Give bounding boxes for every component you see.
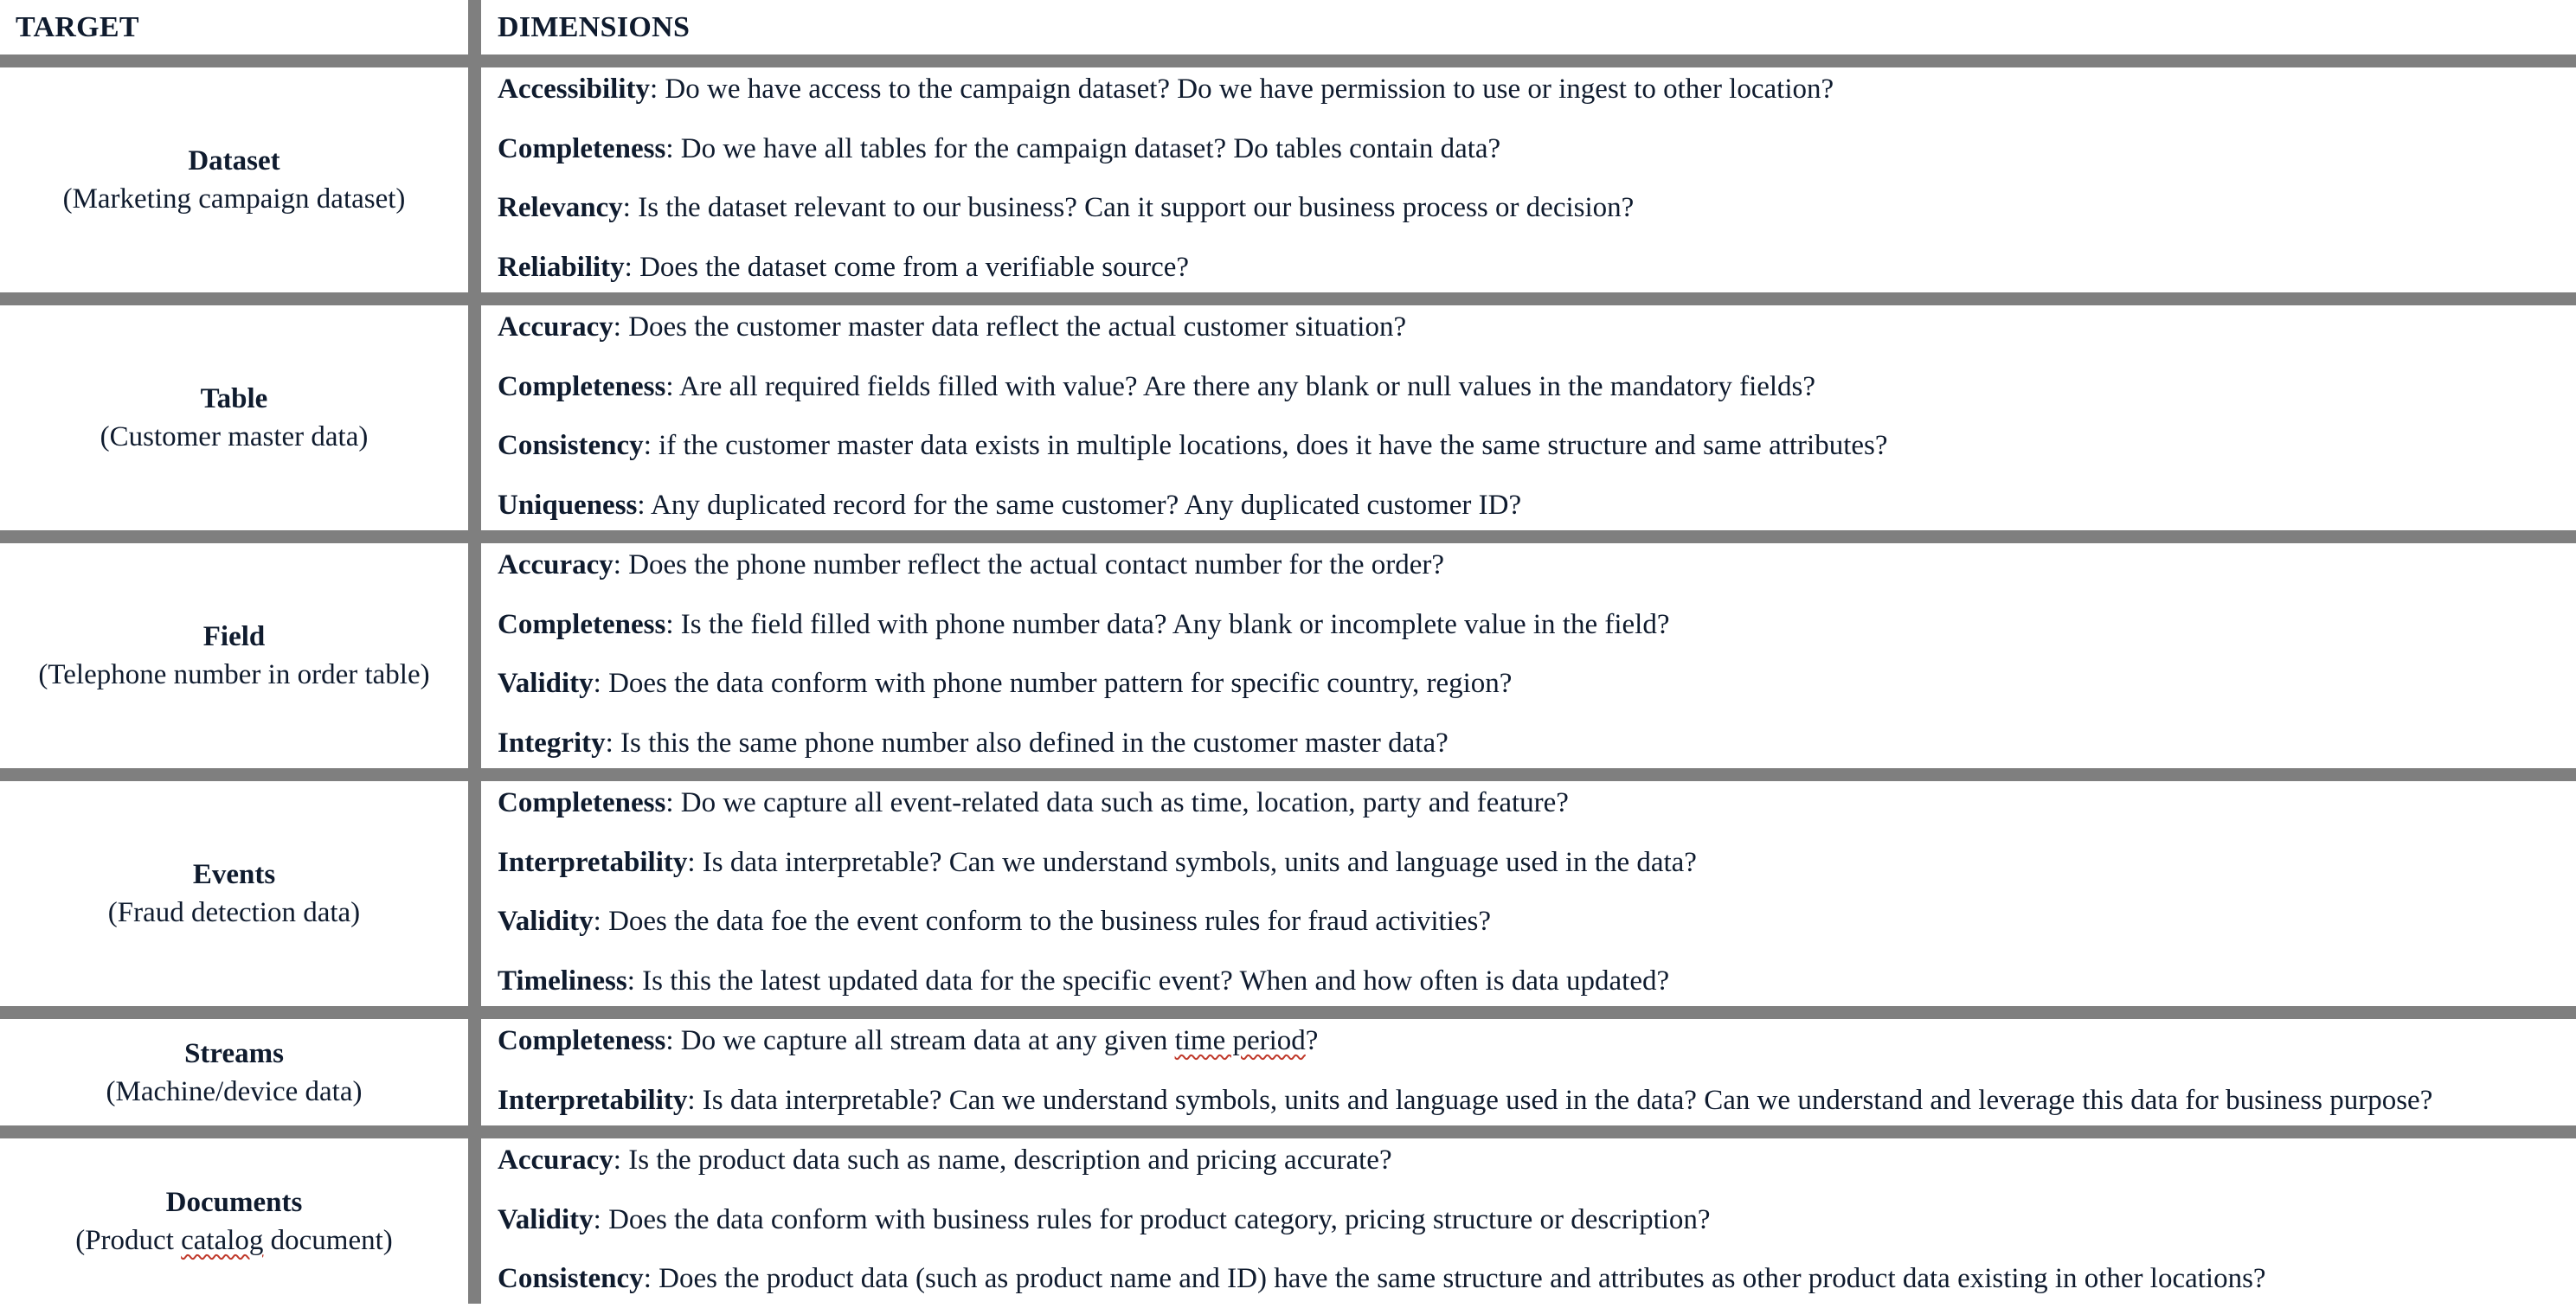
- column-divider: [468, 0, 481, 1304]
- dimension-row: [498, 535, 2574, 594]
- target-dataset: [0, 67, 468, 292]
- dimension-row: [498, 476, 2574, 535]
- dimension-text: : Does the dataset come from a verifiable source?: [624, 251, 1190, 283]
- dimension-label: Interpretability: [498, 846, 688, 878]
- dimension-label: Accuracy: [498, 1144, 613, 1176]
- target-streams: [0, 1019, 468, 1125]
- dimension-row: [498, 1011, 2574, 1070]
- target-description: (Machine/device data): [106, 1075, 363, 1107]
- dimension-row: [498, 773, 2574, 832]
- dimension-row: [498, 833, 2574, 892]
- dimension-row: [498, 1249, 2574, 1308]
- dimension-label: Accuracy: [498, 548, 613, 580]
- dimension-label: Integrity: [498, 727, 606, 759]
- target-description-end: document): [263, 1224, 393, 1256]
- dimension-row: [498, 595, 2574, 654]
- dimension-text: : Is this the same phone number also defined in the customer master data?: [605, 727, 1449, 759]
- dimension-text: : Does the product data (such as product name and ID) have the same structure and attributes as other product data existing in other locations?: [643, 1262, 2266, 1294]
- target-name: Streams: [184, 1037, 284, 1069]
- dimension-label: Accuracy: [498, 311, 613, 343]
- dimension-row: [498, 238, 2574, 297]
- dimension-row: [498, 1131, 2574, 1189]
- dimension-row: [498, 654, 2574, 713]
- dimension-text: : Do we have all tables for the campaign dataset? Do tables contain data?: [665, 132, 1501, 164]
- dimension-text: : Do we have access to the campaign dataset? Do we have permission to use or ingest to other location?: [649, 73, 1834, 105]
- dimension-row: [498, 714, 2574, 773]
- dimension-label: Completeness: [498, 1024, 666, 1056]
- dimension-label: Completeness: [498, 370, 666, 402]
- dimension-row: [498, 416, 2574, 475]
- dimension-label: Timeliness: [498, 965, 627, 997]
- dimension-label: Validity: [498, 1203, 594, 1235]
- dimension-label: Uniqueness: [498, 489, 638, 521]
- target-description: (Fraud detection data): [107, 897, 361, 928]
- target-events: [0, 781, 468, 1006]
- dimension-label: Reliability: [498, 251, 625, 283]
- dimension-row: [498, 1071, 2574, 1130]
- dimension-row: [498, 178, 2574, 237]
- dimension-row: [498, 298, 2574, 356]
- spellcheck-marked-text: catalog: [181, 1224, 264, 1256]
- target-name: Documents: [165, 1186, 303, 1218]
- target-table: [0, 305, 468, 530]
- dimension-label: Accessibility: [498, 73, 650, 105]
- dimension-text-end: ?: [1305, 1024, 1319, 1056]
- dimension-label: Completeness: [498, 608, 666, 640]
- dimension-label: Validity: [498, 667, 594, 699]
- dimension-label: Relevancy: [498, 191, 623, 223]
- dimension-text: : Does the data foe the event conform to the business rules for fraud activities?: [593, 905, 1491, 937]
- dimension-text: : Is the dataset relevant to our business? Can it support our business process or decision?: [622, 191, 1635, 223]
- dimension-text: : Any duplicated record for the same customer? Any duplicated customer ID?: [637, 489, 1522, 521]
- dimension-text: : Does the phone number reflect the actual contact number for the order?: [613, 548, 1445, 580]
- target-description: (Marketing campaign dataset): [62, 183, 406, 215]
- dimension-text: : Do we capture all stream data at any given: [665, 1024, 1175, 1056]
- target-description: [75, 1221, 393, 1260]
- dimension-text: : Does the data conform with phone number pattern for specific country, region?: [593, 667, 1513, 699]
- target-name: Events: [192, 859, 276, 890]
- dimension-text: : Does the data conform with business rules for product category, pricing structure or description?: [593, 1203, 1711, 1235]
- dimension-label: Interpretability: [498, 1084, 688, 1116]
- target-documents: [0, 1138, 468, 1304]
- dimension-text: : Are all required fields filled with value? Are there any blank or null values in the mandatory fields?: [665, 370, 1816, 402]
- target-name: Table: [200, 383, 268, 414]
- dimension-text: : Do we capture all event-related data such as time, location, party and feature?: [665, 786, 1569, 818]
- dimension-row: [498, 1190, 2574, 1249]
- dimension-text: : Does the customer master data reflect the actual customer situation?: [613, 311, 1407, 343]
- dimension-label: Completeness: [498, 132, 666, 164]
- dimension-text: : if the customer master data exists in multiple locations, does it have the same structure and same attributes?: [643, 429, 1888, 461]
- dimension-row: [498, 60, 2574, 119]
- dimension-label: Validity: [498, 905, 594, 937]
- header-dimensions: DIMENSIONS: [498, 10, 691, 43]
- dimension-label: Consistency: [498, 1262, 644, 1294]
- dimension-row: [498, 892, 2574, 951]
- dimension-label: Completeness: [498, 786, 666, 818]
- dimension-label: Consistency: [498, 429, 644, 461]
- target-description-start: (Product: [75, 1224, 182, 1256]
- spellcheck-marked-text: time period: [1174, 1024, 1306, 1056]
- dimension-text: : Is data interpretable? Can we understand symbols, units and language used in the data? Can we understand and leverage this data for business purpose?: [687, 1084, 2433, 1116]
- dimension-text: : Is this the latest updated data for the specific event? When and how often is data updated?: [626, 965, 1670, 997]
- dimension-row: [498, 952, 2574, 1010]
- target-name: Field: [202, 621, 266, 652]
- dimension-text: : Is the field filled with phone number data? Any blank or incomplete value in the field?: [665, 608, 1670, 640]
- dimension-row: [498, 357, 2574, 416]
- header-target: TARGET: [16, 10, 139, 43]
- dimension-row: [498, 119, 2574, 178]
- dimension-text: : Is the product data such as name, description and pricing accurate?: [613, 1144, 1392, 1176]
- target-field: [0, 543, 468, 768]
- dimension-text: : Is data interpretable? Can we understand symbols, units and language used in the data?: [687, 846, 1697, 878]
- target-name: Dataset: [188, 145, 280, 176]
- target-description: (Customer master data): [100, 421, 369, 452]
- target-description: (Telephone number in order table): [38, 659, 430, 690]
